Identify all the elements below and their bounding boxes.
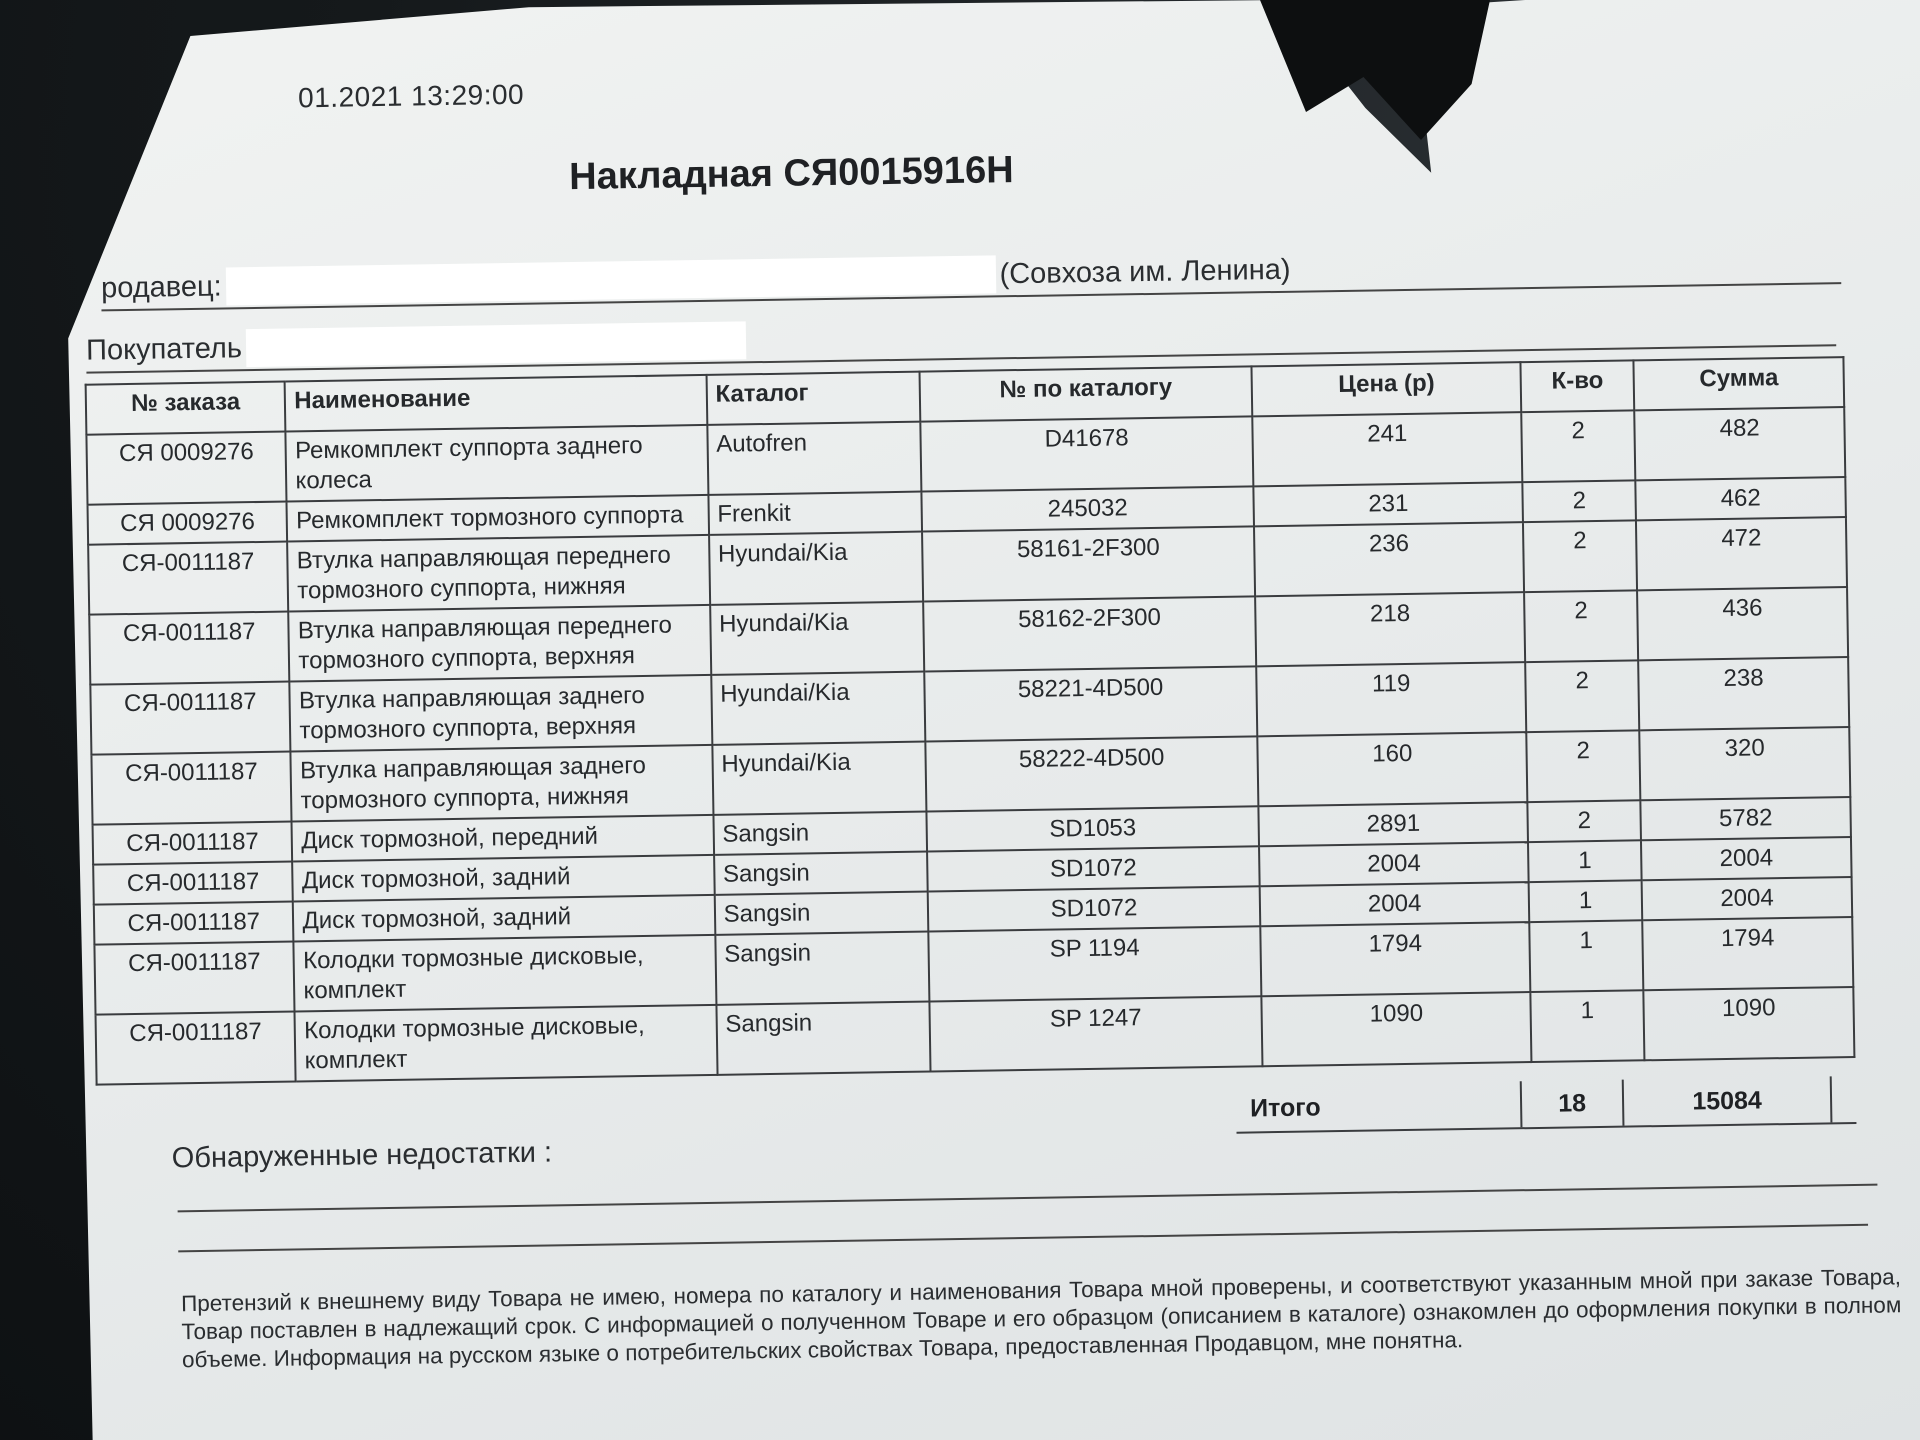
cell-catalog-number: SD1072	[927, 846, 1260, 891]
cell-quantity: 2	[1523, 520, 1637, 592]
cell-price: 1794	[1261, 922, 1531, 996]
cell-catalog: Sangsin	[713, 812, 927, 855]
totals-label: Итого	[1249, 1093, 1321, 1123]
document-title: Накладная СЯ0015916Н	[568, 149, 1014, 199]
cell-quantity: 2	[1521, 410, 1635, 482]
cell-sum: 472	[1636, 517, 1847, 590]
cell-price: 241	[1253, 412, 1523, 486]
header-name: Наименование	[285, 375, 707, 432]
totals-row	[1236, 1076, 1857, 1134]
cell-sum: 2004	[1641, 837, 1851, 880]
cell-catalog: Autofren	[707, 422, 921, 495]
cell-name: Ремкомплект тормозного суппорта	[287, 495, 709, 542]
cell-price: 2004	[1259, 842, 1528, 886]
cell-name: Колодки тормозные дисковые, комплект	[295, 1005, 717, 1082]
cell-sum: 238	[1638, 657, 1849, 730]
header-sum: Сумма	[1634, 357, 1845, 410]
cell-catalog-number: 245032	[921, 486, 1254, 531]
cell-catalog-number: D41678	[920, 416, 1254, 491]
cell-price: 160	[1258, 732, 1528, 806]
cell-catalog: Hyundai/Kia	[710, 602, 924, 675]
cell-name: Втулка направляющая заднего тормозного суппорта, нижняя	[291, 745, 713, 822]
cell-catalog: Sangsin	[714, 892, 928, 935]
header-catalog-number: № по каталогу	[919, 366, 1252, 421]
cell-sum: 436	[1637, 587, 1848, 660]
buyer-redaction	[246, 321, 747, 367]
cell-catalog: Hyundai/Kia	[712, 742, 926, 815]
totals-sum: 15084	[1624, 1076, 1833, 1125]
cell-catalog: Frenkit	[708, 492, 922, 535]
header-price: Цена (р)	[1252, 362, 1522, 416]
cell-catalog: Hyundai/Kia	[709, 532, 923, 605]
cell-catalog: Hyundai/Kia	[711, 672, 925, 745]
cell-price: 2004	[1260, 882, 1529, 926]
cell-order: СЯ 0009276	[86, 432, 286, 505]
cell-sum: 1794	[1642, 917, 1853, 990]
defects-line-1	[178, 1184, 1878, 1213]
cell-order: СЯ-0011187	[90, 682, 290, 755]
cell-sum: 2004	[1642, 877, 1852, 920]
cell-quantity: 1	[1530, 990, 1644, 1062]
cell-catalog-number: SP 1247	[929, 996, 1263, 1071]
buyer-label: Покупатель	[85, 331, 243, 367]
seller-redaction	[225, 255, 996, 305]
cell-price: 236	[1254, 522, 1524, 596]
disclaimer-text: Претензий к внешнему виду Товара не имею, номера по каталогу и наименования Товара мной проверены, и соответствуют указанным мной при заказе Товара, Товар поставлен в надлежащий срок. С информацией о полученном Товаре и его образцом (описанием в каталоге) ознакомлен до оформления покупки в полном объеме. Информация на русском языке о потребительских свойствах Товара, предоставленная Продавцом, мне понятна.	[180, 1264, 1902, 1373]
cell-order: СЯ-0011187	[93, 822, 293, 865]
cell-order: СЯ-0011187	[91, 752, 291, 825]
cell-order: СЯ 0009276	[88, 502, 288, 545]
cell-price: 119	[1256, 662, 1526, 736]
cell-sum: 462	[1636, 477, 1846, 520]
cell-catalog-number: SD1072	[928, 886, 1261, 931]
cell-price: 231	[1254, 482, 1523, 526]
totals-quantity: 18	[1520, 1080, 1625, 1128]
cell-sum: 5782	[1641, 797, 1851, 840]
cell-name: Ремкомплект суппорта заднего колеса	[286, 425, 708, 502]
document-date: 01.2021 13:29:00	[297, 78, 525, 114]
cell-order: СЯ-0011187	[94, 901, 294, 944]
cell-catalog: Sangsin	[716, 1002, 930, 1075]
cell-sum: 1090	[1644, 987, 1855, 1060]
seller-label: родавец:	[100, 270, 222, 304]
invoice-table	[85, 356, 1856, 1086]
cell-quantity: 1	[1528, 840, 1642, 882]
seller-suffix: (Совхоза им. Ленина)	[999, 253, 1291, 290]
cell-quantity: 2	[1526, 730, 1640, 802]
cell-sum: 320	[1639, 727, 1850, 800]
cell-quantity: 2	[1527, 800, 1641, 842]
cell-name: Втулка направляющая переднего тормозного суппорта, верхняя	[289, 605, 711, 682]
defects-line-2	[178, 1224, 1868, 1253]
header-catalog: Каталог	[706, 372, 920, 425]
cell-name: Втулка направляющая переднего тормозного суппорта, нижняя	[288, 535, 710, 612]
cell-name: Колодки тормозные дисковые, комплект	[294, 935, 716, 1012]
cell-order: СЯ-0011187	[96, 1011, 296, 1084]
seller-line	[101, 242, 1841, 311]
header-order: № заказа	[86, 382, 286, 435]
cell-name: Диск тормозной, передний	[292, 815, 714, 862]
cell-order: СЯ-0011187	[93, 862, 293, 905]
cell-quantity: 2	[1524, 590, 1638, 662]
cell-quantity: 1	[1529, 880, 1643, 922]
cell-order: СЯ-0011187	[88, 542, 288, 615]
cell-catalog-number: 58162-2F300	[923, 596, 1257, 671]
cell-catalog-number: SP 1194	[928, 926, 1262, 1001]
cell-catalog-number: 58222-4D500	[925, 736, 1259, 811]
cell-name: Диск тормозной, задний	[293, 855, 715, 902]
cell-quantity: 2	[1522, 480, 1636, 522]
cell-order: СЯ-0011187	[89, 612, 289, 685]
defects-label: Обнаруженные недостатки :	[171, 1136, 553, 1175]
cell-price: 218	[1255, 592, 1525, 666]
cell-name: Диск тормозной, задний	[293, 895, 715, 942]
cell-catalog-number: SD1053	[926, 806, 1259, 851]
cell-name: Втулка направляющая заднего тормозного суппорта, верхняя	[290, 675, 712, 752]
cell-catalog: Sangsin	[714, 852, 928, 895]
cell-price: 2891	[1259, 802, 1528, 846]
cell-quantity: 2	[1525, 660, 1639, 732]
cell-sum: 482	[1634, 407, 1845, 480]
cell-catalog-number: 58161-2F300	[922, 526, 1256, 601]
cell-quantity: 1	[1529, 920, 1643, 992]
cell-catalog: Sangsin	[715, 932, 929, 1005]
cell-catalog-number: 58221-4D500	[924, 666, 1258, 741]
cell-price: 1090	[1262, 992, 1532, 1066]
cell-order: СЯ-0011187	[94, 941, 294, 1014]
header-quantity: К-во	[1521, 360, 1635, 412]
